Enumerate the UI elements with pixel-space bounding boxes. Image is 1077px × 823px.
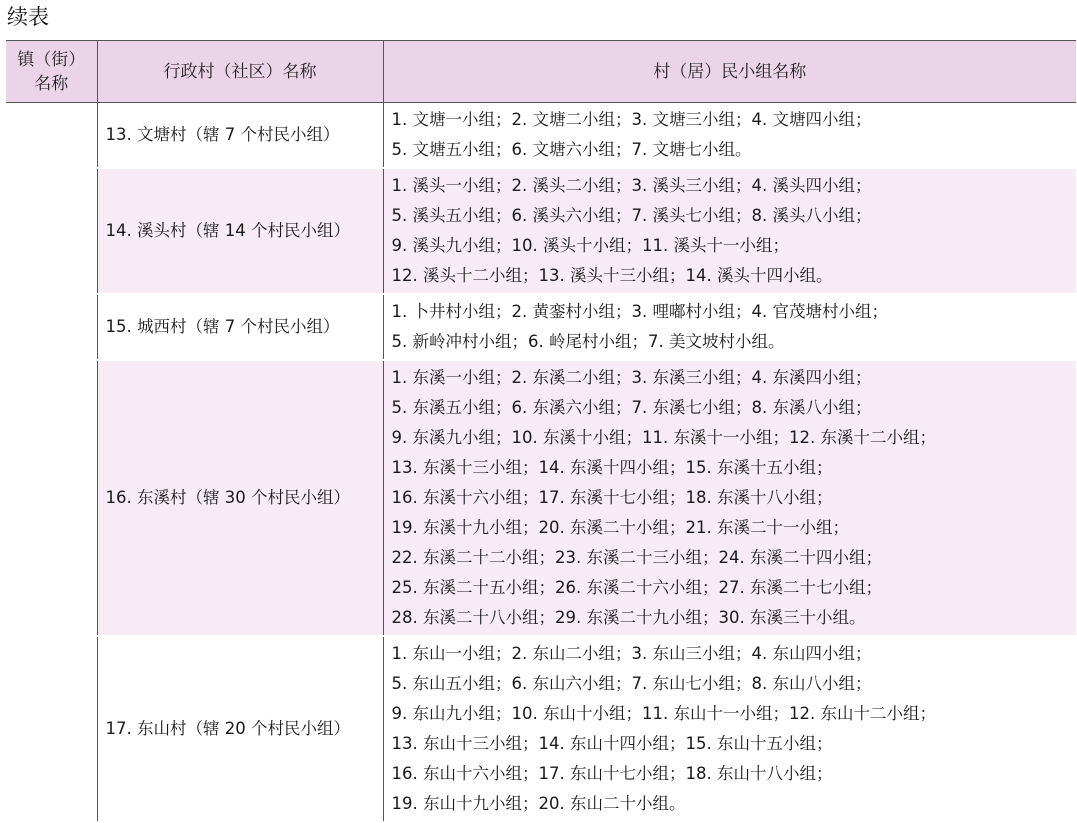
group-names-line: 28. 东溪二十八小组；29. 东溪二十九小组；30. 东溪三十小组。 [391, 608, 866, 627]
table-row [6, 294, 1076, 360]
table-row [6, 360, 1076, 636]
header-town-line1: 镇（街） [17, 49, 86, 70]
group-names-line: 5. 东溪五小组；6. 东溪六小组；7. 东溪七小组；8. 东溪八小组； [391, 398, 872, 417]
table-header [6, 41, 1076, 103]
group-names-line: 9. 东溪九小组；10. 东溪十小组；11. 东溪十一小组；12. 东溪十二小组； [391, 428, 936, 447]
village-name-cell: 15. 城西村（辖 7 个村民小组） [97, 294, 383, 360]
group-names-cell [383, 636, 1076, 822]
header-village: 行政村（社区）名称 [97, 41, 383, 103]
village-name-cell: 13. 文塘村（辖 7 个村民小组） [97, 103, 383, 169]
group-names-line: 12. 溪头十二小组；13. 溪头十三小组；14. 溪头十四小组。 [391, 266, 833, 285]
group-names-line: 1. 溪头一小组；2. 溪头二小组；3. 溪头三小组；4. 溪头四小组； [391, 176, 872, 195]
group-names-line: 1. 东溪一小组；2. 东溪二小组；3. 东溪三小组；4. 东溪四小组； [391, 368, 872, 387]
header-town-line2: 名称 [34, 73, 69, 94]
group-names-line: 13. 东溪十三小组；14. 东溪十四小组；15. 东溪十五小组； [391, 458, 833, 477]
group-names-line: 5. 溪头五小组；6. 溪头六小组；7. 溪头七小组；8. 溪头八小组； [391, 206, 872, 225]
header-groups: 村（居）民小组名称 [383, 41, 1076, 103]
group-names-line: 5. 文塘五小组；6. 文塘六小组；7. 文塘七小组。 [391, 140, 752, 159]
group-names-line: 16. 东溪十六小组；17. 东溪十七小组；18. 东溪十八小组； [391, 488, 833, 507]
header-town [6, 41, 97, 103]
group-names-line: 19. 东溪十九小组；20. 东溪二十小组；21. 东溪二十一小组； [391, 518, 849, 537]
group-names-line: 9. 溪头九小组；10. 溪头十小组；11. 溪头十一小组； [391, 236, 789, 255]
group-names-cell [383, 360, 1076, 636]
table-caption: 续表 [7, 5, 49, 29]
group-names-cell [383, 168, 1076, 294]
table-row [6, 168, 1076, 294]
group-names-line: 5. 东山五小组；6. 东山六小组；7. 东山七小组；8. 东山八小组； [391, 674, 872, 693]
table-body [6, 103, 1076, 823]
group-names-line: 19. 东山十九小组；20. 东山二十小组。 [391, 794, 686, 813]
table-row [6, 636, 1076, 822]
group-names-line: 25. 东溪二十五小组；26. 东溪二十六小组；27. 东溪二十七小组； [391, 578, 882, 597]
group-names-line: 1. 文塘一小组；2. 文塘二小组；3. 文塘三小组；4. 文塘四小组； [391, 110, 872, 129]
village-groups-table [6, 40, 1076, 823]
group-names-cell [383, 294, 1076, 360]
group-names-line: 13. 东山十三小组；14. 东山十四小组；15. 东山十五小组； [391, 734, 833, 753]
village-name-cell: 16. 东溪村（辖 30 个村民小组） [97, 360, 383, 636]
town-cell [6, 103, 97, 823]
header-row [6, 41, 1076, 103]
group-names-line: 5. 新岭冲村小组；6. 岭尾村小组；7. 美文坡村小组。 [391, 332, 785, 351]
village-name-cell: 17. 东山村（辖 20 个村民小组） [97, 636, 383, 822]
group-names-line: 9. 东山九小组；10. 东山十小组；11. 东山十一小组；12. 东山十二小组； [391, 704, 936, 723]
group-names-cell [383, 103, 1076, 169]
group-names-line: 16. 东山十六小组；17. 东山十七小组；18. 东山十八小组； [391, 764, 833, 783]
group-names-line: 1. 东山一小组；2. 东山二小组；3. 东山三小组；4. 东山四小组； [391, 644, 872, 663]
table-row [6, 103, 1076, 169]
group-names-line: 22. 东溪二十二小组；23. 东溪二十三小组；24. 东溪二十四小组； [391, 548, 882, 567]
group-names-line: 1. 卜井村小组；2. 黄銮村小组；3. 哩嘟村小组；4. 官茂塘村小组； [391, 302, 888, 321]
village-name-cell: 14. 溪头村（辖 14 个村民小组） [97, 168, 383, 294]
